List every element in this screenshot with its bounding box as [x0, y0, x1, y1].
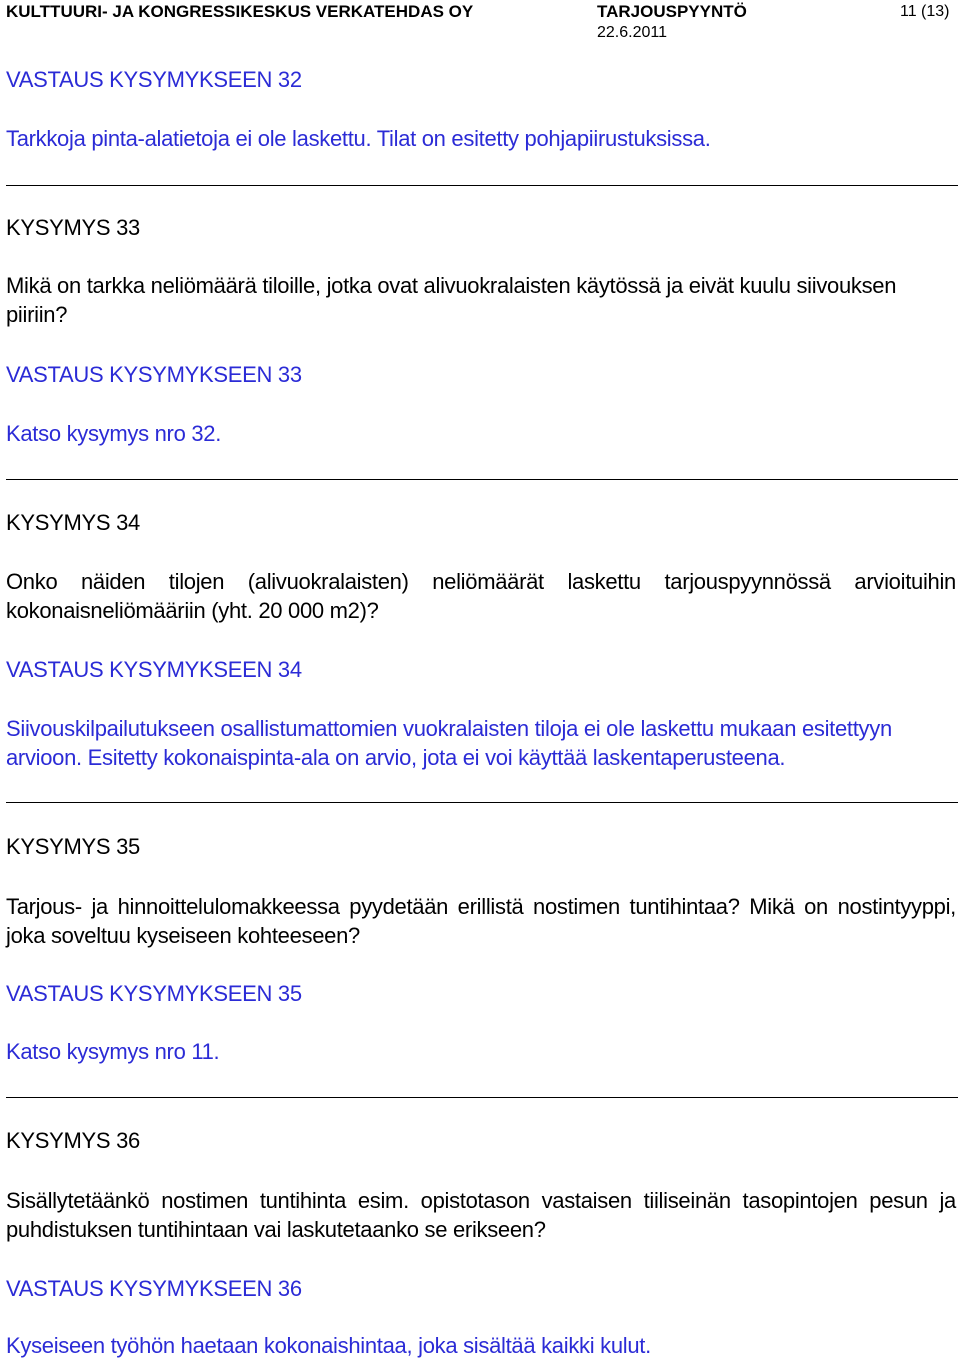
question-36-text: Sisällytetäänkö nostimen tuntihinta esim. opistotason vastaisen tiiliseinän tasopintojen pesun ja puhdistuksen tuntihintaan vai laskutetaanko se erikseen?: [6, 1188, 956, 1242]
answer-32-text: Tarkkoja pinta-alatietoja ei ole laskettu. Tilat on esitetty pohjapiirustuksissa.: [6, 126, 711, 151]
question-35-text: Tarjous- ja hinnoittelulomakkeessa pyydetään erillistä nostimen tuntihintaa? Mikä on nostintyyppi, joka soveltuu kyseiseen kohteeseen?: [6, 894, 956, 948]
section-divider: [6, 185, 958, 186]
section-divider: [6, 1097, 958, 1098]
question-35-heading: KYSYMYS 35: [6, 834, 140, 859]
question-34-heading: KYSYMYS 34: [6, 510, 140, 535]
question-34-text: Onko näiden tilojen (alivuokralaisten) neliömäärät laskettu tarjouspyynnössä arvioituihin kokonaisneliömääriin (yht. 20 000 m2)?: [6, 569, 956, 623]
answer-32-heading: VASTAUS KYSYMYKSEEN 32: [6, 67, 302, 92]
answer-36-text: Kyseiseen työhön haetaan kokonaishintaa, joka sisältää kaikki kulut.: [6, 1333, 651, 1358]
answer-36-heading: VASTAUS KYSYMYKSEEN 36: [6, 1276, 302, 1301]
section-divider: [6, 479, 958, 480]
header-page-number: 11 (13): [900, 3, 950, 20]
question-36-heading: KYSYMYS 36: [6, 1128, 140, 1153]
answer-33-heading: VASTAUS KYSYMYKSEEN 33: [6, 362, 302, 387]
section-divider: [6, 802, 958, 803]
header-document-type: TARJOUSPYYNTÖ: [597, 2, 747, 21]
answer-33-text: Katso kysymys nro 32.: [6, 421, 222, 446]
answer-34-text: Siivouskilpailutukseen osallistumattomien vuokralaisten tiloja ei ole laskettu mukaan esitettyyn arvioon. Esitetty kokonaispinta-ala on arvio, jota ei voi käyttää laskentaperusteena.: [6, 716, 892, 770]
question-33-text: Mikä on tarkka neliömäärä tiloille, jotka ovat alivuokralaisten käytössä ja eivät kuulu siivouksen piiriin?: [6, 273, 897, 327]
answer-35-text: Katso kysymys nro 11.: [6, 1039, 220, 1064]
question-33-heading: KYSYMYS 33: [6, 215, 140, 240]
answer-34-heading: VASTAUS KYSYMYKSEEN 34: [6, 657, 302, 682]
header-organization: KULTTUURI- JA KONGRESSIKESKUS VERKATEHDAS OY: [6, 2, 474, 21]
answer-35-heading: VASTAUS KYSYMYKSEEN 35: [6, 981, 302, 1006]
header-date: 22.6.2011: [597, 24, 667, 41]
